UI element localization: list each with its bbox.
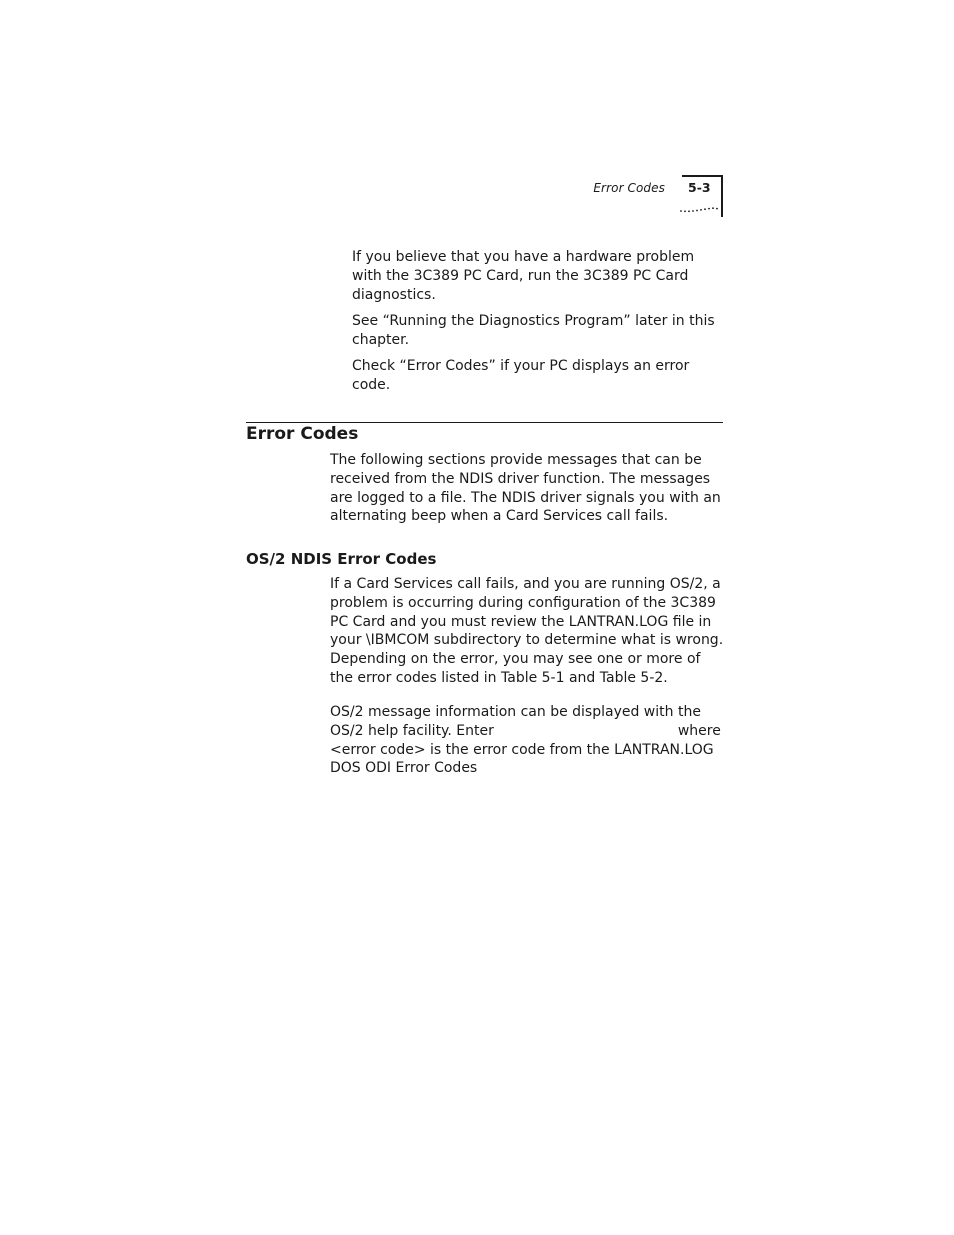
running-header-title: Error Codes xyxy=(593,181,665,195)
intro-paragraph-error-codes: Check “Error Codes” if your PC displays an error code. xyxy=(352,358,690,393)
section-heading-error-codes: Error Codes xyxy=(246,424,359,444)
intro-paragraph-diagnostics: See “Running the Diagnostics Program” later in this chapter. xyxy=(352,313,715,348)
help-line-2-end: where xyxy=(677,722,721,739)
subsection-heading-os2-ndis: OS/2 NDIS Error Codes xyxy=(246,550,437,568)
help-line-1: OS/2 message information can be displayed with the xyxy=(330,704,701,720)
os2-paragraph-help-facility xyxy=(330,703,724,778)
help-line-2 xyxy=(330,722,724,741)
intro-paragraph-hardware: If you believe that you have a hardware problem with the 3C389 PC Card, run the 3C389 PC Card diagnostics. xyxy=(352,249,695,303)
header-top-rule xyxy=(682,175,722,177)
help-line-3: <error code> is the error code from the LANTRAN.LOG xyxy=(330,741,714,758)
section-rule xyxy=(246,422,723,423)
page-number: 5-3 xyxy=(688,180,711,195)
help-line-4: DOS ODI Error Codes xyxy=(330,760,478,777)
help-line-2-start: OS/2 help facility. Enter xyxy=(330,722,494,739)
os2-paragraph-card-services: If a Card Services call fails, and you are running OS/2, a problem is occurring during configuration of the 3C389 PC Card and you must review the LANTRAN.LOG file in your \IBMCOM subdirectory to determine what is wrong. Depending on the error, you may see one or more of the error codes listed in Table 5-1 and Table 5-2. xyxy=(330,576,724,686)
error-codes-paragraph: The following sections provide messages that can be received from the NDIS driver function. The messages are logged to a file. The NDIS driver signals you with an alternating beep when a Card Services call fails. xyxy=(330,452,721,525)
dotted-curve-ornament xyxy=(678,198,722,214)
